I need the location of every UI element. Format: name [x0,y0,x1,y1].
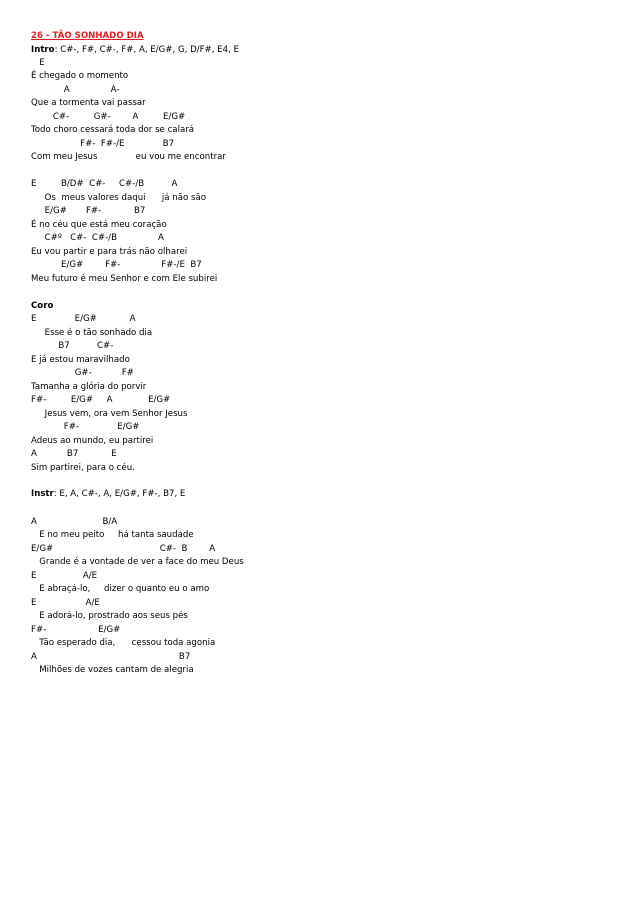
song-line: Meu futuro é meu Senhor e com Ele subirei [31,273,218,284]
song-line: A B7 [31,651,191,662]
song-line: A A- [31,84,120,95]
song-line: Tamanha a glória do porvir [31,381,147,392]
song-title: 26 - TÃO SONHADO DIA [31,31,144,41]
song-line: É no céu que está meu coração [31,219,167,230]
song-line: Coro [31,300,54,311]
song-line: F#- E/G# A E/G# [31,395,171,405]
song-line: A B7 E [31,449,117,459]
song-line: Adeus ao mundo, eu partirei [31,435,154,446]
song-line: Jesus vem, ora vem Senhor Jesus [31,408,188,419]
instr-chords: : E, A, C#-, A, E/G#, F#-, B7, E [53,489,186,499]
song-line: C#- G#- A E/G# [31,111,186,122]
song-line: Eu vou partir e para trás não olharei [31,246,188,257]
song-line: É chegado o momento [31,71,129,81]
song-line: Que a tormenta vai passar [31,98,146,108]
song-line: E no meu peito há tanta saudade [31,530,194,540]
song-line: E B/D# C#- C#-/B A [31,179,178,189]
song-line: C#º C#- C#-/B A [31,233,164,243]
song-line: E adorá-lo, prostrado aos seus pés [31,611,188,621]
song-line: E A/E [31,597,100,608]
song-line: F#- F#-/E B7 [31,138,175,149]
song-line: G#- F# [31,368,134,378]
song-line: Os meus valores daqui já não são [31,192,207,203]
song-line: F#- E/G# [31,624,121,635]
song-line: Tão esperado dia, cessou toda agonia [31,638,216,648]
song-line: Com meu Jesus eu vou me encontrar [31,152,226,162]
intro-label: Intro [31,44,55,55]
song-line: Milhões de vozes cantam de alegria [31,665,194,675]
instr-label: Instr [31,489,54,499]
song-line: B7 C#- [31,341,114,351]
song-line: E/G# F#- B7 [31,206,146,216]
song-line: A B/A [31,516,118,527]
instr-line [31,488,185,501]
song-line: Esse é o tão sonhado dia [31,327,153,338]
song-line: Sim partirei, para o céu. [31,462,135,473]
song-line: E abraçá-lo, dizer o quanto eu o amo [31,584,210,594]
intro-line [31,44,239,57]
intro-chords: : C#-, F#, C#-, F#, A, E/G#, G, D/F#, E4, E [54,44,239,55]
song-line: E E/G# A [31,314,136,324]
song-line: E/G# C#- B A [31,543,216,554]
song-line: E [31,57,45,68]
song-line: Grande é a vontade de ver a face do meu Deus [31,557,244,567]
song-line: E/G# F#- F#-/E B7 [31,260,202,270]
song-line: Todo choro cessará toda dor se calará [31,125,195,135]
song-line: E já estou maravilhado [31,354,130,365]
song-line: F#- E/G# [31,422,140,432]
song-line: E A/E [31,570,98,581]
